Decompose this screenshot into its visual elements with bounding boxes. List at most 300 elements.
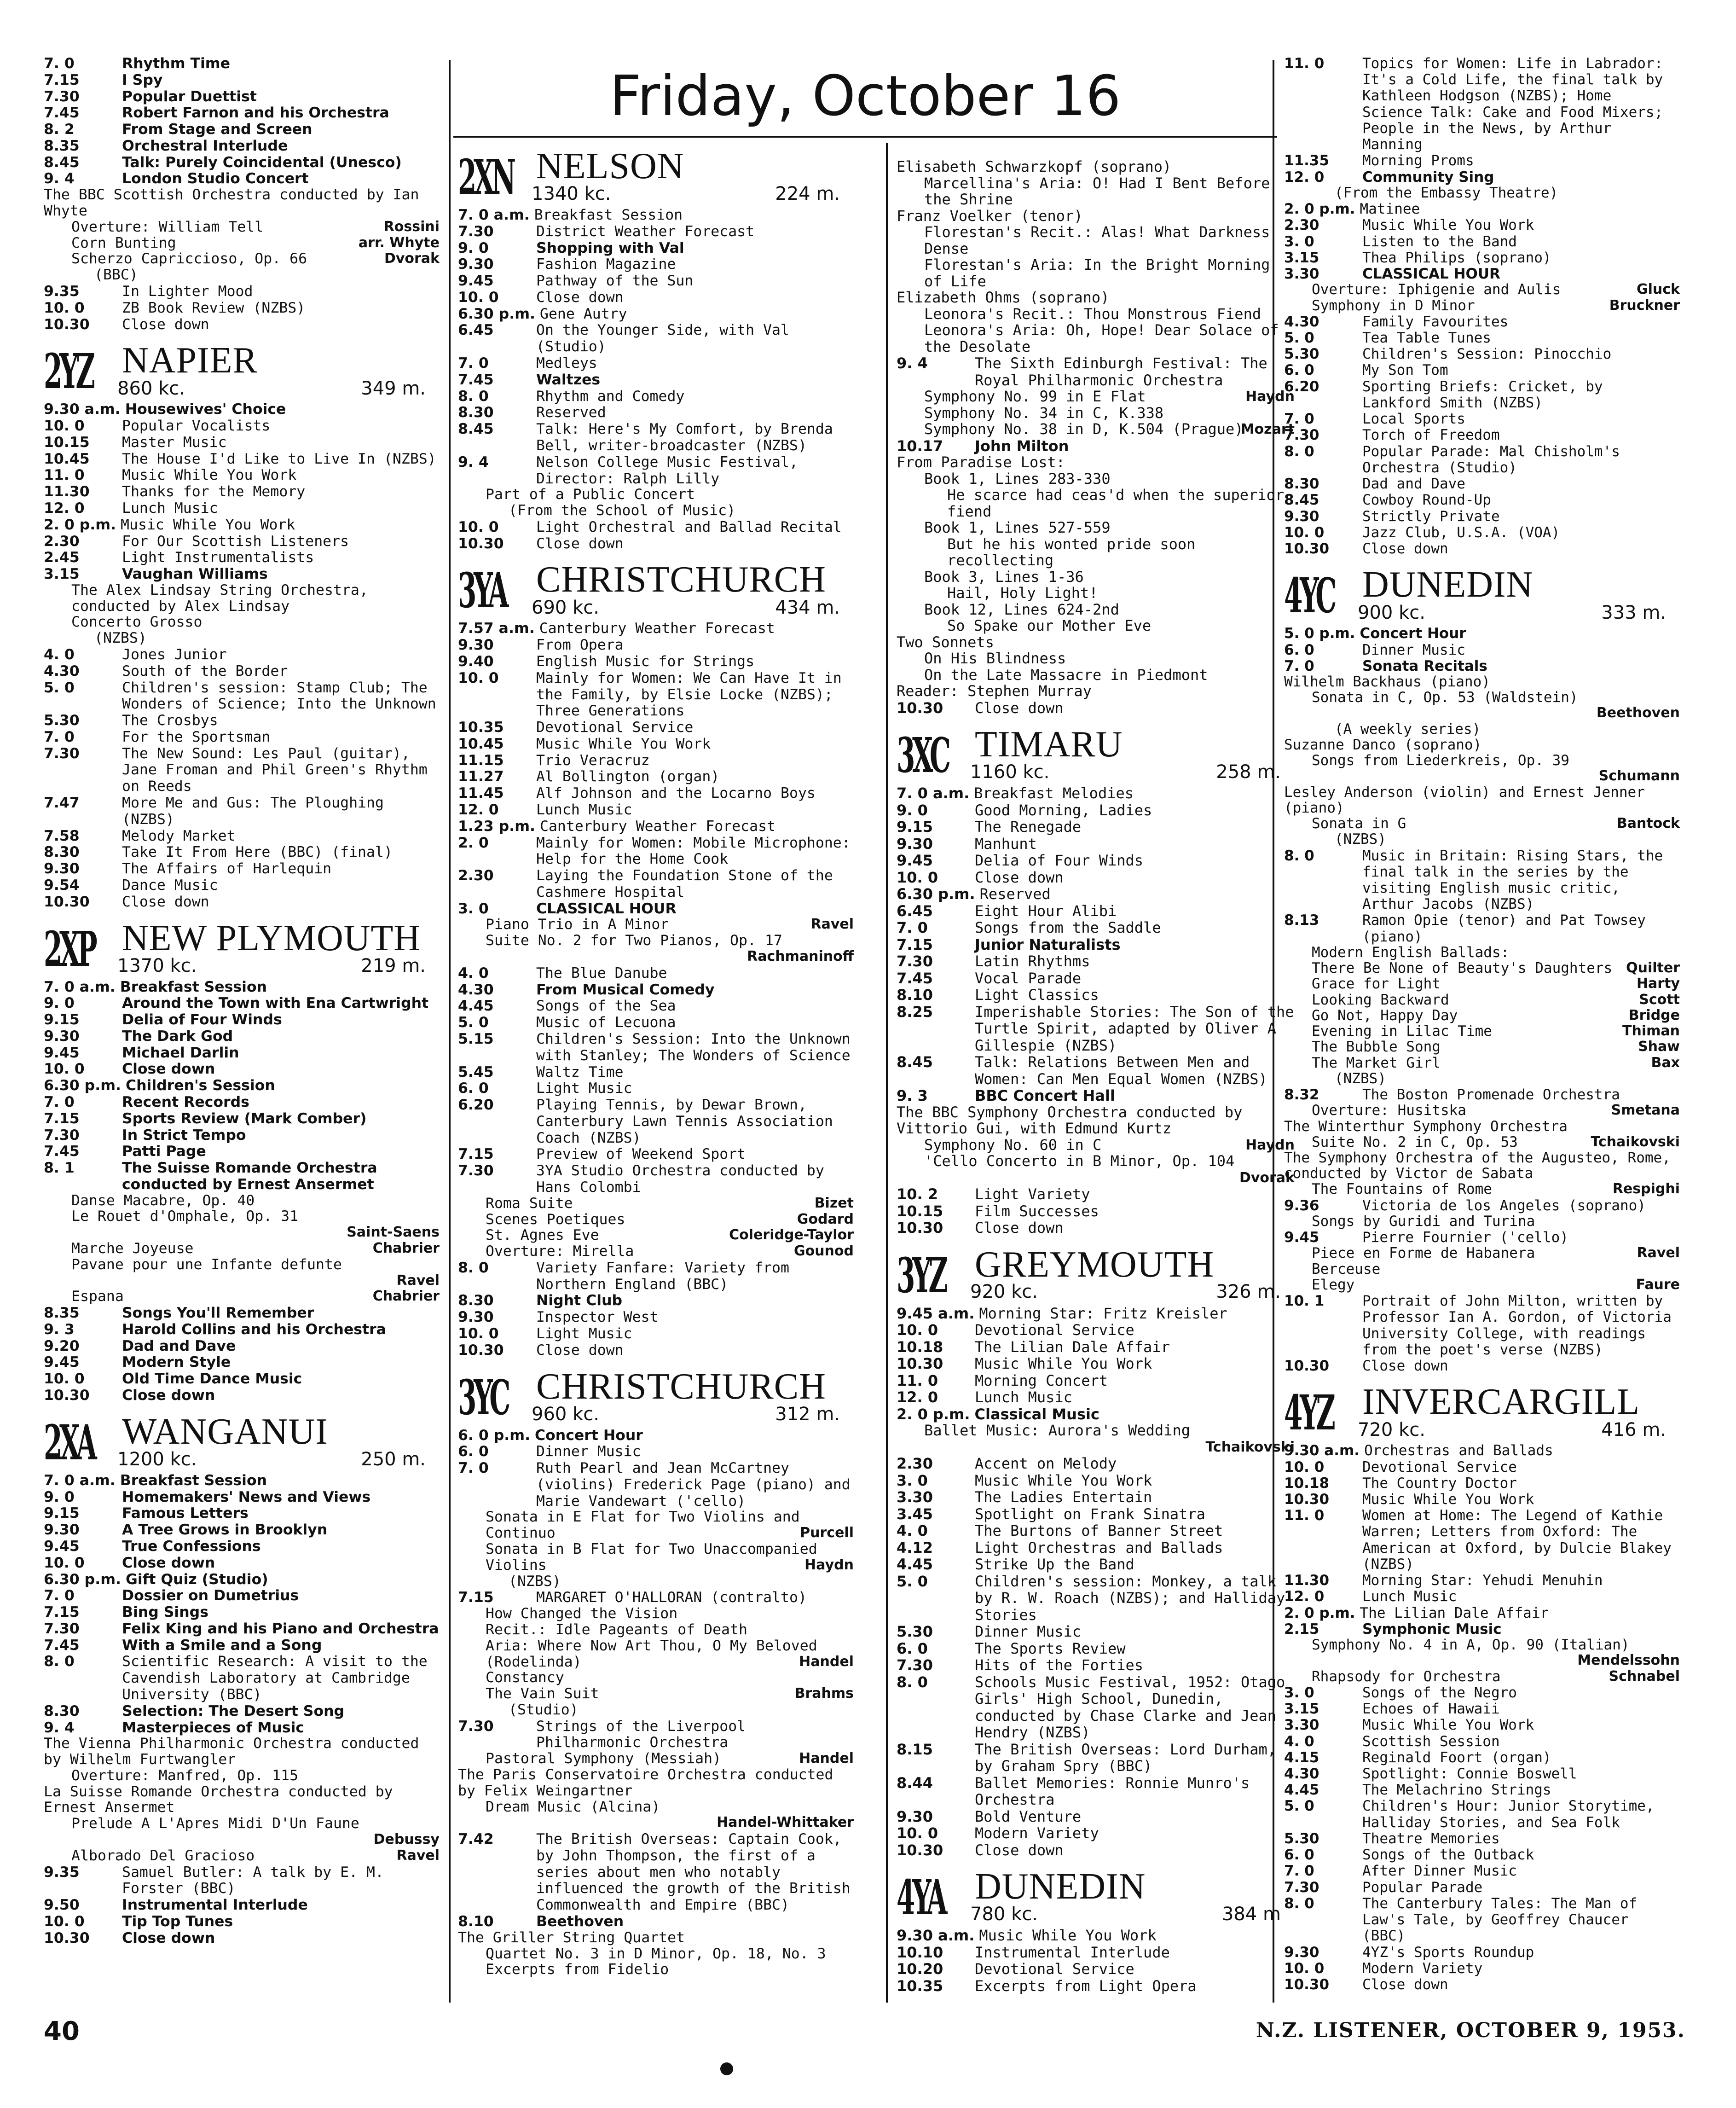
program-title: The Renegade: [975, 818, 1082, 836]
program-title: Michael Darlin: [122, 1044, 239, 1061]
program-entry: [897, 438, 1295, 455]
program-title: For the Sportsman: [122, 728, 271, 745]
program-title: Sports Review (Mark Comber): [122, 1110, 367, 1127]
program-detail: [44, 1257, 440, 1273]
program-time: 10.30: [44, 316, 90, 333]
column-1: [44, 55, 440, 2000]
detail-text: On the Late Massacre in Piedmont: [924, 666, 1208, 684]
program-entry: [897, 1489, 1295, 1506]
program-entry: [458, 1589, 854, 1606]
column-divider-1: [449, 60, 451, 2003]
program-title: Inspector West: [536, 1309, 659, 1326]
program-title: Delia of Four Winds: [975, 852, 1144, 869]
program-title: The Country Doctor: [1362, 1475, 1517, 1492]
program-entry: [897, 1472, 1295, 1489]
program-title: Breakfast Melodies: [974, 784, 1134, 802]
program-time: 12. 0: [44, 499, 85, 517]
program-entry: [897, 1355, 1295, 1372]
program-title: From Musical Comedy: [536, 981, 715, 998]
program-time: 6.30 p.m.: [458, 305, 535, 322]
program-time: 2.30: [44, 533, 80, 550]
program-entry: [44, 517, 440, 533]
program-entry: [897, 1961, 1295, 1978]
program-entry: [1284, 540, 1680, 557]
program-entry: [458, 1162, 854, 1196]
detail-text: But he his wonted pride soon recollecting: [947, 535, 1196, 569]
detail-text: (From the School of Music): [509, 502, 736, 519]
program-detail: [897, 585, 1295, 602]
program-title: The Boston Promenade Orchestra: [1362, 1086, 1620, 1103]
program-title: Dance Music: [122, 877, 218, 894]
composer: Schumann: [1598, 768, 1680, 784]
program-title: Harold Collins and his Orchestra: [122, 1321, 386, 1338]
program-time: 7. 0: [1284, 411, 1314, 428]
program-detail: [1284, 1055, 1680, 1071]
program-entry: [44, 467, 440, 483]
program-title: Gene Autry: [540, 305, 627, 322]
program-time: 8.25: [897, 1003, 933, 1021]
program-time: 8.45: [44, 154, 80, 171]
program-detail: [44, 1193, 440, 1209]
program-title: Modern Variety: [975, 1824, 1099, 1842]
program-title: My Son Tom: [1362, 362, 1448, 379]
program-time: 11. 0: [897, 1371, 938, 1389]
program-entry: [897, 1623, 1295, 1640]
program-detail: [1284, 1669, 1680, 1684]
program-time: 8.30: [458, 404, 494, 421]
program-title: Dinner Music: [1362, 641, 1465, 658]
program-entry: [458, 1097, 854, 1146]
detail-text: Berceuse: [1312, 1260, 1381, 1278]
program-title: Master Music: [122, 434, 227, 451]
detail-text: Corn Bunting: [71, 234, 176, 251]
detail-text: Espana: [71, 1288, 124, 1305]
program-time: 2.15: [1284, 1620, 1319, 1638]
program-time: 7.15: [44, 1110, 80, 1127]
program-entry: [44, 549, 440, 566]
detail-text: Dream Music (Alcina): [486, 1798, 660, 1815]
program-title: Modern Style: [122, 1354, 231, 1371]
program-time: 4. 0: [897, 1522, 928, 1539]
program-title: Manhunt: [975, 835, 1037, 853]
program-title: Mainly for Women: Mobile Microphone: Help for the Home Cook: [536, 834, 851, 868]
program-detail: [458, 1622, 854, 1638]
program-time: 3. 0: [897, 1471, 928, 1489]
program-time: 3. 0: [1284, 1684, 1314, 1701]
program-time: 6. 0: [1284, 1847, 1314, 1864]
program-time: 6.20: [458, 1097, 494, 1114]
program-detail: [458, 1541, 854, 1574]
program-time: 5.30: [44, 712, 80, 729]
program-entry: [458, 1309, 854, 1325]
program-entry: [44, 1387, 440, 1404]
program-entry: [44, 88, 440, 105]
column-2: [458, 138, 854, 2000]
program-time: 9.45: [44, 1354, 80, 1371]
program-title: Samuel Butler: A talk by E. M. Forster (BBC): [122, 1864, 384, 1897]
program-title: Children's Session: [126, 1077, 275, 1094]
program-entry: [1284, 1733, 1680, 1749]
program-detail: [1284, 1008, 1680, 1023]
program-time: 4.15: [1284, 1749, 1319, 1766]
station-header: [44, 1412, 440, 1469]
program-time: 8. 0: [458, 1259, 489, 1276]
station-wavelength: 333 m.: [1601, 602, 1666, 624]
detail-text: (BBC): [94, 267, 138, 284]
program-time: 11. 0: [44, 467, 85, 484]
program-title: The Sixth Edinburgh Festival: The Royal Philharmonic Orchestra: [975, 354, 1267, 389]
program-title: Vocal Parade: [975, 969, 1082, 987]
program-time: 10.20: [897, 1960, 943, 1978]
program-title: Close down: [1362, 540, 1448, 557]
program-title: Morning Proms: [1362, 152, 1474, 169]
program-detail: [897, 1153, 1295, 1170]
program-time: 8.13: [1284, 912, 1319, 929]
detail-text: Franz Voelker (tenor): [897, 207, 1083, 225]
program-time: 9.54: [44, 877, 80, 894]
program-time: 8.45: [1284, 492, 1319, 509]
program-time: 6. 0: [458, 1443, 489, 1460]
detail-text: Rhapsody for Orchestra: [1312, 1668, 1501, 1685]
detail-text: The Vain Suit: [486, 1685, 599, 1702]
program-detail: [897, 569, 1295, 586]
program-title: Jones Junior: [122, 646, 227, 663]
program-title: District Weather Forecast: [536, 223, 755, 240]
detail-text: Modern English Ballads:: [1312, 944, 1510, 961]
program-entry: [44, 1077, 440, 1094]
program-detail: [897, 618, 1295, 634]
program-time: 8.30: [44, 1702, 80, 1719]
program-title: Lunch Music: [975, 1388, 1072, 1406]
composer: Rachmaninoff: [747, 948, 854, 965]
detail-text: The Vienna Philharmonic Orchestra conducted by Wilhelm Furtwangler: [44, 1735, 419, 1768]
program-title: Close down: [536, 289, 624, 306]
station-frequency: 1370 kc.: [117, 955, 197, 976]
program-title: Close down: [122, 893, 209, 910]
program-time: 9. 3: [44, 1321, 75, 1338]
program-time: 10.18: [897, 1338, 943, 1356]
program-time: 6.45: [458, 322, 494, 339]
program-time: 7.15: [44, 1604, 80, 1621]
program-detail: [897, 208, 1295, 225]
program-time: 7. 0: [1284, 1863, 1314, 1880]
program-title: From Stage and Screen: [122, 121, 312, 138]
station-wavelength: 312 m.: [775, 1403, 840, 1425]
program-time: 10. 0: [44, 1554, 85, 1571]
program-entry: [44, 55, 440, 72]
program-time: 8.30: [458, 1292, 494, 1309]
program-entry: [897, 852, 1295, 869]
program-title: Concert Hour: [535, 1427, 643, 1444]
program-title: Tea Table Tunes: [1362, 329, 1491, 346]
program-title: Dad and Dave: [1362, 476, 1465, 493]
program-title: Latin Rhythms: [975, 952, 1090, 970]
program-entry: [44, 566, 440, 582]
detail-text: Alborado Del Gracioso: [71, 1847, 255, 1864]
program-time: 8.44: [897, 1774, 933, 1792]
program-time: 10.30: [44, 893, 90, 910]
detail-text: Reader: Stephen Murray: [897, 682, 1092, 700]
program-entry: [1284, 1749, 1680, 1765]
program-entry: [44, 154, 440, 171]
program-entry: [458, 1031, 854, 1064]
program-time: 9. 0: [458, 239, 489, 256]
composer: Tchaikovski: [1205, 1439, 1295, 1455]
detail-text: Pastoral Symphony (Messiah): [486, 1750, 722, 1767]
program-entry: [44, 483, 440, 500]
program-detail: [458, 1946, 854, 1962]
program-entry: [458, 1080, 854, 1097]
composer: Dvorak: [384, 250, 440, 267]
program-entry: [44, 1505, 440, 1521]
program-entry: [458, 1831, 854, 1913]
program-title: Nelson College Music Festival, Director: Ralph Lilly: [536, 453, 798, 487]
program-time: 10. 0: [44, 1913, 85, 1930]
program-entry: [458, 454, 854, 487]
program-entry: [1284, 411, 1680, 427]
program-time: 8.10: [458, 1913, 494, 1930]
program-entry: [44, 1061, 440, 1077]
program-entry: [44, 1321, 440, 1338]
program-time: 7. 0 a.m.: [897, 784, 970, 802]
detail-text: Songs by Guridi and Turina: [1312, 1213, 1535, 1230]
program-entry: [44, 105, 440, 121]
program-title: The British Overseas: Captain Cook, by John Thompson, the first of a series about men who notably influenced the growth of the British Commonwealth and Empire (BBC): [536, 1831, 851, 1914]
program-detail: [897, 175, 1295, 208]
program-title: Eight Hour Alibi: [975, 902, 1117, 920]
program-title: Children's session: Stamp Club; The Wonders of Science; Into the Unknown: [122, 679, 436, 713]
program-detail: [897, 520, 1295, 536]
detail-text: The Fountains of Rome: [1312, 1181, 1492, 1198]
program-time: 12. 0: [1284, 1588, 1325, 1605]
composer: Scott: [1639, 991, 1680, 1008]
program-time: 12. 0: [1284, 168, 1325, 186]
program-title: Housewives' Choice: [125, 401, 286, 418]
program-entry: [44, 745, 440, 795]
program-time: 7.30: [44, 745, 80, 762]
program-time: 9.15: [897, 818, 933, 836]
program-time: 9. 4: [458, 453, 489, 470]
program-title: Modern Variety: [1362, 1960, 1483, 1977]
station-callsign: 4YZ: [1284, 1384, 1333, 1441]
program-detail: [44, 219, 440, 235]
detail-text: Lesley Anderson (violin) and Ernest Jenner (piano): [1284, 784, 1645, 816]
program-time: 7.30: [897, 952, 933, 970]
program-time: 10.30: [897, 1841, 943, 1859]
program-title: Children's Session: Pinocchio: [1362, 346, 1612, 363]
program-time: 6. 0: [458, 1080, 489, 1097]
program-time: 2.45: [44, 549, 80, 566]
program-title: Close down: [122, 316, 209, 333]
program-entry: [44, 300, 440, 316]
page-number: 40: [44, 2016, 80, 2046]
program-entry: [44, 138, 440, 154]
program-entry: [1284, 1475, 1680, 1491]
detail-text: Leonora's Aria: Oh, Hope! Dear Solace of the Desolate: [924, 321, 1279, 355]
program-time: 7.30: [44, 1127, 80, 1144]
program-time: 7. 0: [458, 355, 489, 372]
program-entry: [458, 372, 854, 388]
program-time: 2. 0 p.m.: [1284, 201, 1355, 218]
program-time: 9.30: [897, 1807, 933, 1825]
program-title: Matinee: [1360, 201, 1420, 218]
program-time: 10. 0: [44, 1061, 85, 1078]
program-title: Devotional Service: [975, 1960, 1134, 1978]
program-title: The Canterbury Tales: The Man of Law's Tale, by Geoffrey Chaucer (BBC): [1362, 1895, 1638, 1945]
program-title: Music While You Work: [1362, 1717, 1534, 1734]
program-entry: [458, 785, 854, 801]
program-detail: [1284, 945, 1680, 960]
program-title: Sporting Briefs: Cricket, by Lankford Smith (NZBS): [1362, 378, 1603, 411]
program-entry: [458, 1718, 854, 1751]
program-title: Classical Music: [974, 1405, 1099, 1423]
program-time: 3.15: [44, 566, 80, 583]
program-time: 9.30: [44, 860, 80, 877]
detail-text: La Suisse Romande Orchestra conducted by Ernest Ansermet: [44, 1783, 393, 1816]
program-time: 8. 0: [897, 1673, 928, 1691]
program-title: I Spy: [122, 71, 163, 88]
program-title: Music While You Work: [536, 735, 711, 752]
program-title: Reserved: [536, 404, 606, 421]
program-detail: [897, 1423, 1295, 1439]
detail-text: Overture: Mirella: [486, 1243, 634, 1260]
detail-text: Symphony No. 38 in D, K.504 (Prague): [924, 420, 1244, 438]
detail-text: Pavane pour une Infante defunte: [71, 1256, 342, 1273]
program-title: Bold Venture: [975, 1807, 1082, 1825]
station-callsign: 3YZ: [897, 1247, 945, 1304]
program-entry: [1284, 362, 1680, 378]
program-entry: [1284, 1863, 1680, 1879]
program-entry: [1284, 642, 1680, 658]
program-detail: [897, 454, 1295, 471]
program-time: 9.30 a.m.: [44, 401, 121, 418]
program-title: The Burtons of Banner Street: [975, 1522, 1223, 1539]
program-time: 4.45: [897, 1556, 933, 1573]
program-title: Popular Parade: [1362, 1879, 1483, 1896]
program-title: Thea Philips (soprano): [1362, 249, 1551, 266]
program-entry: [897, 1522, 1295, 1539]
detail-text: Marche Joyeuse: [71, 1240, 194, 1257]
program-detail: [458, 933, 854, 949]
detail-text: The Paris Conservatoire Orchestra conducted by Felix Weingartner: [458, 1766, 833, 1799]
program-title: Lunch Music: [1362, 1588, 1457, 1605]
program-title: Symphonic Music: [1362, 1620, 1502, 1638]
detail-text: Florestan's Aria: In the Bright Morning of Life: [924, 256, 1270, 290]
program-time: 5.30: [897, 1623, 933, 1640]
program-entry: [44, 1538, 440, 1555]
program-entry: [1284, 1197, 1680, 1214]
detail-text: St. Agnes Eve: [486, 1227, 599, 1244]
detail-text: Piece en Forme de Habanera: [1312, 1245, 1535, 1262]
program-time: 6. 0: [1284, 362, 1314, 379]
program-title: CLASSICAL HOUR: [536, 900, 677, 917]
program-entry: [458, 1064, 854, 1080]
program-entry: [897, 1220, 1295, 1237]
program-entry: [458, 835, 854, 868]
program-detail: [897, 471, 1295, 488]
program-time: 10. 0: [897, 1824, 938, 1842]
program-time: 7. 0: [44, 728, 75, 745]
program-time: 7.30: [458, 1162, 494, 1179]
program-time: 11.30: [1284, 1572, 1330, 1589]
program-title: Reserved: [979, 885, 1051, 903]
program-entry: [1284, 1507, 1680, 1572]
program-title: Take It From Here (BBC) (final): [122, 844, 393, 861]
program-entry: [44, 1521, 440, 1538]
detail-text: Book 12, Lines 624-2nd: [924, 600, 1119, 618]
program-time: 8.45: [458, 421, 494, 438]
program-entry: [44, 1370, 440, 1387]
program-time: 5.15: [458, 1030, 494, 1047]
program-entry: [1284, 508, 1680, 524]
program-detail: [458, 1751, 854, 1767]
program-entry: [458, 355, 854, 372]
detail-text: Quartet No. 3 in D Minor, Op. 18, No. 3: [486, 1945, 826, 1962]
program-title: Trio Veracruz: [536, 752, 650, 769]
program-entry: [458, 519, 854, 535]
station-header: [458, 146, 854, 204]
program-entry: [44, 533, 440, 550]
program-entry: [1284, 427, 1680, 443]
program-entry: [44, 995, 440, 1011]
program-title: Light Variety: [975, 1185, 1090, 1203]
program-detail: [1284, 753, 1680, 768]
program-entry: [458, 306, 854, 322]
detail-text: Overture: Husitska: [1312, 1102, 1466, 1119]
program-detail: [1284, 1071, 1680, 1086]
program-title: Breakfast Session: [534, 207, 683, 223]
program-detail: [1284, 282, 1680, 297]
program-title: Devotional Service: [1362, 1458, 1517, 1475]
program-title: Waltzes: [536, 371, 601, 388]
program-time: 5. 0: [1284, 1798, 1314, 1815]
program-detail: [897, 224, 1295, 257]
program-title: Sonata Recitals: [1362, 657, 1487, 674]
program-title: Accent on Melody: [975, 1455, 1117, 1472]
program-title: 3YA Studio Orchestra conducted by Hans Colombi: [536, 1162, 824, 1196]
program-detail: [458, 1212, 854, 1228]
program-time: 4.30: [1284, 313, 1319, 330]
station-header: [1284, 565, 1680, 622]
program-entry: [897, 1406, 1295, 1423]
program-entry: [44, 1897, 440, 1913]
program-entry: [458, 1913, 854, 1930]
program-title: BBC Concert Hall: [975, 1087, 1115, 1104]
program-entry: [44, 1587, 440, 1604]
program-time: 7.30: [458, 1718, 494, 1735]
composer: Handel: [799, 1750, 854, 1767]
program-title: Dinner Music: [536, 1443, 641, 1460]
program-title: Songs of the Sea: [536, 998, 676, 1015]
program-time: 9.30: [458, 256, 494, 273]
program-time: 9.36: [1284, 1197, 1319, 1214]
station-header: [897, 725, 1295, 782]
composer: Ravel: [396, 1272, 440, 1289]
program-entry: [1284, 1229, 1680, 1245]
program-title: Strike Up the Band: [975, 1556, 1134, 1573]
program-entry: [44, 1110, 440, 1127]
program-time: 6.30 p.m.: [44, 1077, 121, 1094]
station-callsign: 2YZ: [44, 343, 93, 400]
station-frequency: 690 kc.: [532, 597, 599, 618]
program-detail: [44, 630, 440, 646]
program-title: Music While You Work: [1362, 217, 1534, 234]
program-entry: [44, 1913, 440, 1930]
program-detail: [1284, 674, 1680, 690]
detail-text: Elegy: [1312, 1276, 1355, 1293]
detail-text: Piano Trio in A Minor: [486, 916, 669, 933]
program-title: Popular Duettist: [122, 88, 257, 105]
